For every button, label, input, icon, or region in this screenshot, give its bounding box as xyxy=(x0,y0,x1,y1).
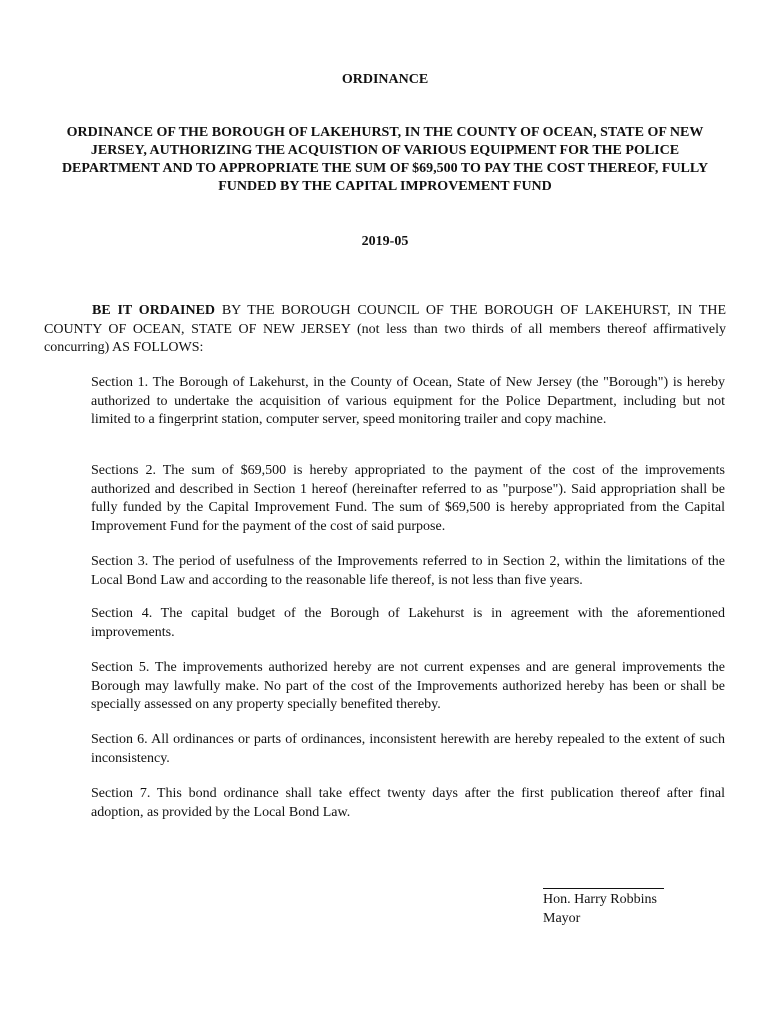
signature-line xyxy=(543,888,664,889)
signatory-role: Mayor xyxy=(543,910,581,926)
preamble-text: BY THE BOROUGH COUNCIL OF THE BOROUGH OF LAKEHURST, IN THE COUNTY OF OCEAN, STATE OF NEW JERSEY (not less than two thirds of all members thereof affirmatively concurring) AS FOLLOWS: xyxy=(44,303,726,355)
document-heading: ORDINANCE xyxy=(341,72,429,87)
preamble-lead: BE IT ORDAINED xyxy=(92,303,216,318)
preamble xyxy=(44,302,726,358)
section-1: Section 1. The Borough of Lakehurst, in the County of Ocean, State of New Jersey (the "Borough") is hereby authorized to undertake the acquisition of various equipment for the Police Department, including but not limited to a fingerprint station, computer server, speed monitoring trailer and copy machine. xyxy=(91,375,725,427)
ordinance-title: ORDINANCE OF THE BOROUGH OF LAKEHURST, IN THE COUNTY OF OCEAN, STATE OF NEW JERSEY, AUTHORIZING THE ACQUISTION OF VARIOUS EQUIPMENT FOR THE POLICE DEPARTMENT AND TO APPROPRIATE THE SUM OF $69,500 TO PAY THE COST THEREOF, FULLY FUNDED BY THE CAPITAL IMPROVEMENT FUND xyxy=(61,125,709,194)
section-3: Section 3. The period of usefulness of the Improvements referred to in Section 2, within the limitations of the Local Bond Law and according to the reasonable life thereof, is not less than five years. xyxy=(91,554,725,588)
signature-block xyxy=(543,872,743,928)
section-5: Section 5. The improvements authorized hereby are not current expenses and are general improvements the Borough may lawfully make. No part of the cost of the Improvements authorized hereby has been or shall be specially assessed on any property specially benefited thereby. xyxy=(91,660,725,712)
section-4: Section 4. The capital budget of the Borough of Lakehurst is in agreement with the aforementioned improvements. xyxy=(91,606,725,640)
signatory-name: Hon. Harry Robbins xyxy=(543,892,657,907)
section-7: Section 7. This bond ordinance shall take effect twenty days after the first publication thereof after final adoption, as provided by the Local Bond Law. xyxy=(91,786,725,820)
section-2: Sections 2. The sum of $69,500 is hereby appropriated to the payment of the cost of the improvements authorized and described in Section 1 hereof (hereinafter referred to as "purpose"). Said appropriation shall be fully funded by the Capital Improvement Fund. The sum of $69,500 is hereby appropriated from the Capital Improvement Fund for the payment of the cost of said purpose. xyxy=(91,463,725,534)
section-6: Section 6. All ordinances or parts of ordinances, inconsistent herewith are hereby repealed to the extent of such inconsistency. xyxy=(91,732,725,766)
ordinance-number: 2019-05 xyxy=(361,234,409,249)
